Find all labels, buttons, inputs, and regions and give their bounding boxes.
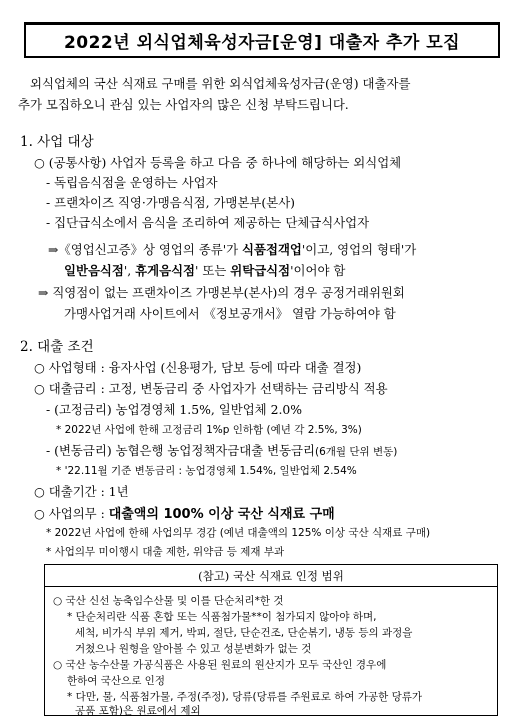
reference-line-6: 한하여 국산으로 인정	[67, 675, 165, 687]
reference-line-8: 공품 포함)은 원료에서 제외	[75, 705, 201, 717]
section1-note1-line2	[64, 261, 345, 279]
reference-box	[44, 564, 498, 716]
reference-line-2: * 단순처리란 식품 혼합 또는 식품첨가물**이 첨가되지 않아야 하며,	[67, 611, 377, 623]
note1-i: '이어야 함	[290, 263, 346, 278]
section1-note1-line1	[48, 240, 416, 258]
note1-rest-restaurant: 휴게음식점	[135, 263, 196, 278]
reference-line-5: ○ 국산 농수산물 가공식품은 사용된 원료의 원산지가 모두 국산인 경우에	[53, 659, 387, 671]
reference-line-1: ○ 국산 신선 농축임수산물 및 이를 단순처리*한 것	[53, 595, 284, 607]
note1-a: ⇒《영업신고증》상 영업의 종류'가	[48, 242, 243, 257]
document-title: 2022년 외식업체육성자금[운영] 대출자 추가 모집	[24, 22, 500, 58]
section2-duty	[34, 503, 335, 522]
note1-catering: 위탁급식점	[230, 263, 291, 278]
section2-duty-note1: * 2022년 사업에 한해 사업의무 경감 (예년 대출액의 125% 이상 국산 식재료 구매)	[46, 527, 431, 539]
note1-general-restaurant: 일반음식점	[64, 263, 124, 278]
reference-line-4: 거쳤으나 원형을 알아볼 수 있고 성분변화가 없는 것	[75, 643, 312, 655]
section1-item-2: - 프랜차이즈 직영·가맹음식점, 가맹본부(본사)	[46, 195, 295, 210]
reference-line-3: 세척, 비가식 부위 제거, 박피, 절단, 단순건조, 단순볶기, 냉동 등의 과정을	[75, 627, 413, 639]
reference-title: (참고) 국산 식재료 인정 범위	[198, 569, 344, 583]
section1-common-bullet: ○ (공통사항) 사업자 등록을 하고 다음 중 하나에 해당하는 외식업체	[34, 155, 402, 170]
section1-item-3: - 집단급식소에서 음식을 조리하여 제공하는 단체급식사업자	[46, 215, 370, 230]
section2-variable-note: * '22.11월 기준 변동금리 : 농업경영체 1.54%, 일반업체 2.54%	[56, 465, 357, 477]
duty-requirement: 대출액의 100% 이상 국산 식재료 구매	[108, 507, 335, 522]
note1-food-service: 식품접객업	[242, 242, 302, 257]
intro-line-1: 외식업체의 국산 식재료 구매를 위한 외식업체육성자금(운영) 대출자를	[30, 76, 411, 91]
note1-e: ',	[123, 263, 136, 278]
section1-note2-line1: ⇒ 직영점이 없는 프랜차이즈 가맹본부(본사)의 경우 공정거래위원회	[38, 285, 405, 300]
note1-c: '이고, 영업의 형태'가	[301, 242, 417, 257]
duty-label: ○ 사업의무 :	[34, 506, 109, 521]
section2-fixed-note: * 2022년 사업에 한해 고정금리 1%p 인하함 (예년 각 2.5%, 3%)	[56, 424, 362, 436]
section2-variable	[46, 441, 397, 459]
section1-heading: 1. 사업 대상	[20, 134, 94, 150]
note1-g: ' 또는	[195, 263, 231, 278]
section2-heading: 2. 대출 조건	[20, 339, 94, 355]
section2-duty-note2: * 사업의무 미이행시 대출 제한, 위약금 등 제재 부과	[46, 546, 285, 558]
section1-note2-line2: 가맹사업거래 사이트에서 《정보공개서》 열람 가능하여야 함	[64, 306, 396, 321]
reference-divider	[45, 586, 497, 587]
section1-item-1: - 독립음식점을 운영하는 사업자	[46, 175, 218, 190]
variable-unit: (6개월 단위 변동)	[315, 446, 398, 458]
section2-fixed: - (고정금리) 농업경영체 1.5%, 일반업체 2.0%	[46, 402, 303, 417]
intro-line-2: 추가 모집하오니 관심 있는 사업자의 많은 신청 부탁드립니다.	[18, 97, 349, 112]
reference-line-7: * 다만, 물, 식품첨가물, 주정(주정), 당류(당류를 주원료로 하여 가공한 당류가	[67, 691, 423, 703]
section2-type: ○ 사업형태 : 융자사업 (신용평가, 담보 등에 따라 대출 결정)	[34, 360, 362, 375]
variable-main: - (변동금리) 농협은행 농업정책자금대출 변동금리	[46, 443, 315, 458]
section2-rate: ○ 대출금리 : 고정, 변동금리 중 사업자가 선택하는 금리방식 적용	[34, 381, 388, 396]
section2-period: ○ 대출기간 : 1년	[34, 484, 129, 499]
